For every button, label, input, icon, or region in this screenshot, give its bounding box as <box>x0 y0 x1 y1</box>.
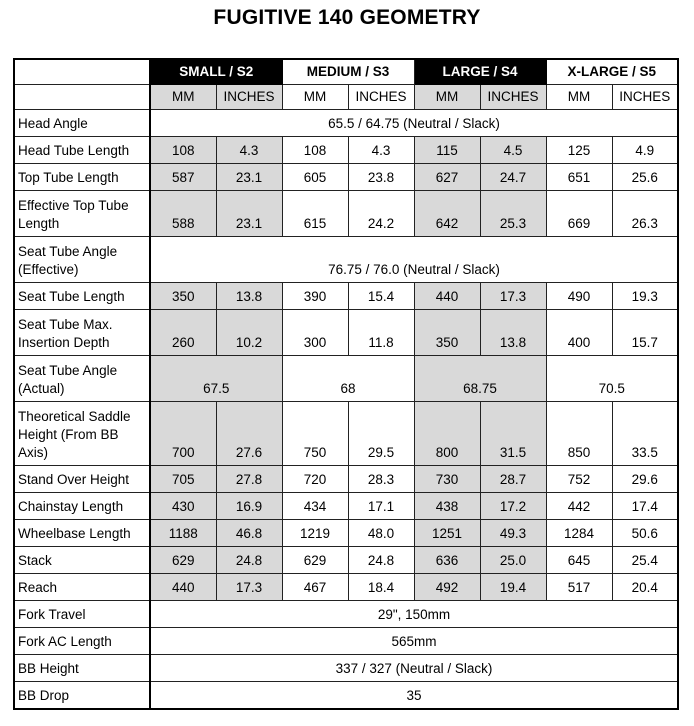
row-value-all-sizes: 337 / 327 (Neutral / Slack) <box>150 655 678 682</box>
unit-header-inches: INCHES <box>348 85 414 110</box>
row-label: Effective Top Tube Length <box>14 191 150 237</box>
cell-mm: 627 <box>414 164 480 191</box>
row-label: Reach <box>14 574 150 601</box>
row-label: Wheelbase Length <box>14 520 150 547</box>
header-corner <box>14 59 150 85</box>
row-label: Head Tube Length <box>14 137 150 164</box>
cell-mm: 1219 <box>282 520 348 547</box>
table-row <box>14 601 678 628</box>
cell-inches: 25.4 <box>612 547 678 574</box>
cell-mm: 300 <box>282 310 348 356</box>
size-header-medium: MEDIUM / S3 <box>282 59 414 85</box>
cell-mm: 115 <box>414 137 480 164</box>
cell-inches: 28.3 <box>348 466 414 493</box>
cell-mm: 1251 <box>414 520 480 547</box>
cell-inches: 15.7 <box>612 310 678 356</box>
unit-header-mm: MM <box>282 85 348 110</box>
table-row <box>14 237 678 283</box>
cell-mm: 642 <box>414 191 480 237</box>
cell-inches: 48.0 <box>348 520 414 547</box>
cell-inches: 24.8 <box>216 547 282 574</box>
geometry-table-body <box>14 110 678 710</box>
cell-mm: 587 <box>150 164 216 191</box>
table-row <box>14 466 678 493</box>
cell-mm: 730 <box>414 466 480 493</box>
row-label: Stand Over Height <box>14 466 150 493</box>
cell-inches: 29.5 <box>348 402 414 466</box>
cell-inches: 25.6 <box>612 164 678 191</box>
table-row <box>14 283 678 310</box>
table-row <box>14 191 678 237</box>
cell-inches: 4.5 <box>480 137 546 164</box>
unit-header-mm: MM <box>150 85 216 110</box>
unit-header-inches: INCHES <box>480 85 546 110</box>
cell-mm: 492 <box>414 574 480 601</box>
cell-inches: 50.6 <box>612 520 678 547</box>
row-label: Chainstay Length <box>14 493 150 520</box>
cell-inches: 17.3 <box>480 283 546 310</box>
unit-header-row <box>14 85 678 110</box>
cell-mm: 434 <box>282 493 348 520</box>
cell-mm: 615 <box>282 191 348 237</box>
cell-mm: 605 <box>282 164 348 191</box>
row-value-all-sizes: 565mm <box>150 628 678 655</box>
cell-mm: 850 <box>546 402 612 466</box>
cell-mm: 705 <box>150 466 216 493</box>
row-value-all-sizes: 29", 150mm <box>150 601 678 628</box>
unit-header-inches: INCHES <box>612 85 678 110</box>
row-label: Seat Tube Max. Insertion Depth <box>14 310 150 356</box>
cell-inches: 4.3 <box>348 137 414 164</box>
cell-mm: 517 <box>546 574 612 601</box>
unit-header-corner <box>14 85 150 110</box>
table-row <box>14 520 678 547</box>
row-label: Seat Tube Length <box>14 283 150 310</box>
row-value-size: 70.5 <box>546 356 678 402</box>
cell-inches: 24.2 <box>348 191 414 237</box>
table-row <box>14 402 678 466</box>
cell-inches: 25.3 <box>480 191 546 237</box>
row-label: Seat Tube Angle (Effective) <box>14 237 150 283</box>
cell-inches: 4.9 <box>612 137 678 164</box>
table-row <box>14 493 678 520</box>
cell-mm: 700 <box>150 402 216 466</box>
cell-inches: 13.8 <box>480 310 546 356</box>
row-label: Top Tube Length <box>14 164 150 191</box>
cell-mm: 390 <box>282 283 348 310</box>
cell-inches: 23.8 <box>348 164 414 191</box>
row-label: Head Angle <box>14 110 150 137</box>
row-label: BB Height <box>14 655 150 682</box>
page-title: FUGITIVE 140 GEOMETRY <box>213 6 481 29</box>
cell-inches: 19.3 <box>612 283 678 310</box>
row-value-all-sizes: 76.75 / 76.0 (Neutral / Slack) <box>150 237 678 283</box>
size-header-large: LARGE / S4 <box>414 59 546 85</box>
cell-inches: 27.6 <box>216 402 282 466</box>
table-row <box>14 164 678 191</box>
cell-inches: 27.8 <box>216 466 282 493</box>
table-row <box>14 628 678 655</box>
cell-inches: 28.7 <box>480 466 546 493</box>
table-row <box>14 137 678 164</box>
row-value-size: 68 <box>282 356 414 402</box>
cell-mm: 350 <box>150 283 216 310</box>
row-label: Fork Travel <box>14 601 150 628</box>
unit-header-inches: INCHES <box>216 85 282 110</box>
cell-inches: 49.3 <box>480 520 546 547</box>
cell-mm: 125 <box>546 137 612 164</box>
cell-inches: 17.4 <box>612 493 678 520</box>
cell-inches: 26.3 <box>612 191 678 237</box>
row-value-size: 67.5 <box>150 356 282 402</box>
cell-inches: 13.8 <box>216 283 282 310</box>
row-label: Stack <box>14 547 150 574</box>
row-value-all-sizes: 35 <box>150 682 678 710</box>
geometry-table <box>13 58 679 710</box>
row-label: BB Drop <box>14 682 150 710</box>
row-value-all-sizes: 65.5 / 64.75 (Neutral / Slack) <box>150 110 678 137</box>
table-row <box>14 574 678 601</box>
cell-mm: 440 <box>414 283 480 310</box>
unit-header-mm: MM <box>546 85 612 110</box>
cell-mm: 629 <box>282 547 348 574</box>
cell-mm: 800 <box>414 402 480 466</box>
cell-inches: 18.4 <box>348 574 414 601</box>
cell-inches: 17.3 <box>216 574 282 601</box>
row-label: Seat Tube Angle (Actual) <box>14 356 150 402</box>
cell-inches: 29.6 <box>612 466 678 493</box>
cell-inches: 46.8 <box>216 520 282 547</box>
cell-inches: 24.7 <box>480 164 546 191</box>
cell-inches: 31.5 <box>480 402 546 466</box>
cell-mm: 651 <box>546 164 612 191</box>
cell-mm: 430 <box>150 493 216 520</box>
cell-inches: 24.8 <box>348 547 414 574</box>
size-header-small: SMALL / S2 <box>150 59 282 85</box>
row-value-size: 68.75 <box>414 356 546 402</box>
table-row <box>14 547 678 574</box>
cell-mm: 440 <box>150 574 216 601</box>
cell-mm: 645 <box>546 547 612 574</box>
cell-mm: 750 <box>282 402 348 466</box>
size-header-xlarge: X-LARGE / S5 <box>546 59 678 85</box>
table-row <box>14 310 678 356</box>
cell-mm: 752 <box>546 466 612 493</box>
size-header-row <box>14 59 678 85</box>
cell-inches: 10.2 <box>216 310 282 356</box>
cell-inches: 17.2 <box>480 493 546 520</box>
cell-mm: 438 <box>414 493 480 520</box>
table-row <box>14 356 678 402</box>
cell-mm: 636 <box>414 547 480 574</box>
table-row <box>14 110 678 137</box>
cell-mm: 720 <box>282 466 348 493</box>
cell-inches: 11.8 <box>348 310 414 356</box>
cell-inches: 25.0 <box>480 547 546 574</box>
row-label: Fork AC Length <box>14 628 150 655</box>
cell-mm: 669 <box>546 191 612 237</box>
row-label: Theoretical Saddle Height (From BB Axis) <box>14 402 150 466</box>
cell-mm: 108 <box>282 137 348 164</box>
cell-mm: 588 <box>150 191 216 237</box>
unit-header-mm: MM <box>414 85 480 110</box>
cell-mm: 260 <box>150 310 216 356</box>
cell-mm: 400 <box>546 310 612 356</box>
cell-mm: 108 <box>150 137 216 164</box>
cell-mm: 350 <box>414 310 480 356</box>
cell-mm: 467 <box>282 574 348 601</box>
cell-inches: 23.1 <box>216 191 282 237</box>
cell-inches: 15.4 <box>348 283 414 310</box>
cell-mm: 442 <box>546 493 612 520</box>
cell-inches: 16.9 <box>216 493 282 520</box>
cell-mm: 1284 <box>546 520 612 547</box>
cell-inches: 17.1 <box>348 493 414 520</box>
cell-mm: 1188 <box>150 520 216 547</box>
cell-inches: 23.1 <box>216 164 282 191</box>
cell-inches: 20.4 <box>612 574 678 601</box>
cell-mm: 629 <box>150 547 216 574</box>
cell-inches: 19.4 <box>480 574 546 601</box>
cell-inches: 33.5 <box>612 402 678 466</box>
table-row <box>14 655 678 682</box>
cell-mm: 490 <box>546 283 612 310</box>
cell-inches: 4.3 <box>216 137 282 164</box>
table-row <box>14 682 678 710</box>
